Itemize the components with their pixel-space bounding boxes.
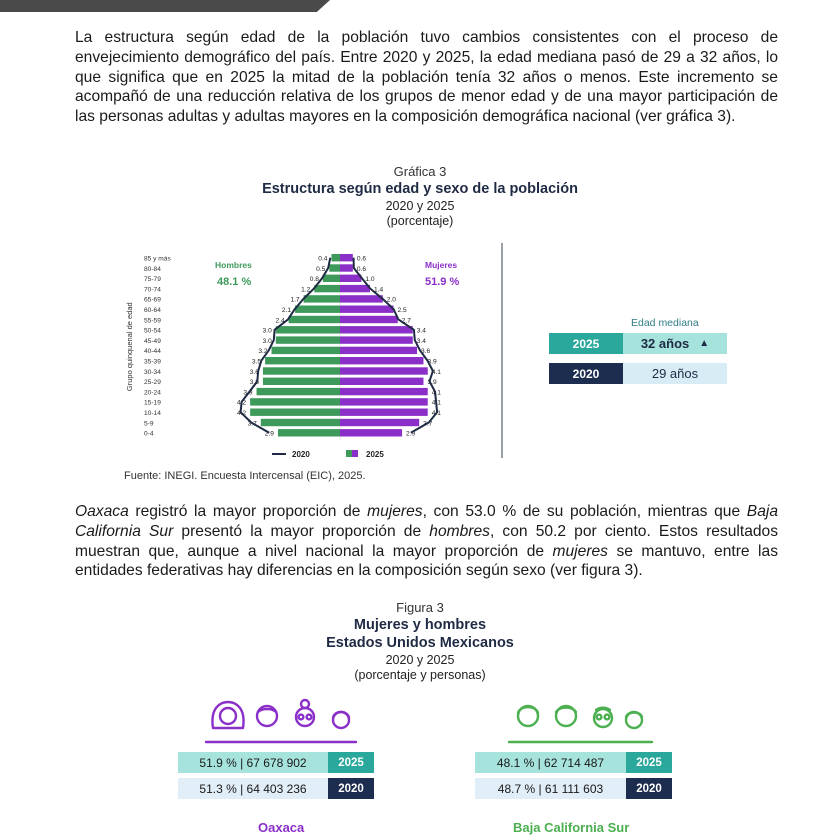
- tick-label-80-84: 80-84: [144, 265, 161, 273]
- men-year-2020: 2020: [626, 778, 672, 799]
- women-year-2020: 2020: [328, 778, 374, 799]
- data-label-men-65-69: 1.7: [290, 296, 300, 304]
- data-label-women-5-9: 3.7: [423, 420, 433, 428]
- median-year-2020: 2020: [549, 363, 623, 384]
- bar-men-25-29: [263, 378, 340, 385]
- bar-men-55-59: [289, 316, 340, 323]
- data-label-men-85 y más: 0.4: [318, 255, 328, 263]
- median-value-2025: [623, 333, 727, 354]
- median-row-2020: [549, 363, 727, 384]
- women-year-2025: 2025: [328, 752, 374, 773]
- tick-label-70-74: 70-74: [144, 286, 161, 294]
- bar-men-20-24: [257, 388, 340, 395]
- data-label-women-70-74: 1.4: [373, 286, 384, 294]
- data-label-women-65-69: 2.0: [386, 296, 396, 304]
- bar-women-35-39: [340, 357, 423, 364]
- header-bar: [0, 0, 330, 12]
- paragraph-2: [75, 502, 778, 581]
- bar-men-10-14: [250, 409, 340, 416]
- bar-women-5-9: [340, 419, 419, 426]
- data-label-women-60-64: 2.5: [397, 307, 407, 314]
- data-label-women-55-59: 2.7: [401, 317, 411, 325]
- data-label-women-20-24: 4.1: [431, 389, 441, 397]
- data-label-women-0-4: 2.9: [406, 430, 416, 438]
- text-run: , con 50.2 por ciento. Estos resultados muestran que, aunque a nivel nacional la mayor proporción de: [75, 522, 779, 560]
- tick-label-20-24: 20-24: [144, 389, 161, 397]
- data-label-men-55-59: 2.4: [275, 317, 285, 325]
- median-year-2025: 2025: [549, 333, 623, 354]
- series-label-men: Hombres: [215, 260, 252, 270]
- tick-label-40-44: 40-44: [144, 348, 161, 356]
- chart-title: Estructura según edad y sexo de la población: [262, 181, 578, 197]
- population-pyramid-chart: [122, 243, 462, 465]
- data-label-men-40-44: 3.2: [258, 348, 268, 356]
- women-row-2025: [178, 752, 374, 773]
- bar-men-75-79: [323, 275, 340, 282]
- tick-label-85 y más: 85 y más: [144, 255, 171, 263]
- bar-women-10-14: [340, 409, 428, 416]
- bar-men-60-64: [295, 306, 340, 313]
- men-group-icon: [509, 706, 652, 742]
- chart-label: Gráfica 3: [393, 164, 447, 179]
- bar-men-70-74: [314, 285, 340, 292]
- data-label-women-45-49: 3.4: [416, 337, 426, 345]
- bar-women-15-19: [340, 398, 428, 405]
- tick-label-75-79: 75-79: [144, 276, 161, 284]
- chart-unit: (porcentaje): [386, 214, 454, 228]
- bar-women-55-59: [340, 316, 398, 323]
- data-label-women-35-39: 3.9: [427, 358, 437, 366]
- figure-title-1: Mujeres y hombres: [353, 617, 487, 633]
- series-total-women: 51.9 %: [425, 276, 460, 288]
- data-label-women-75-79: 1.0: [365, 276, 375, 284]
- data-label-men-35-39: 3.5: [251, 358, 262, 366]
- bar-women-50-54: [340, 326, 413, 333]
- tick-label-65-69: 65-69: [144, 296, 161, 304]
- bar-women-25-29: [340, 378, 423, 385]
- figure-title-2: Estados Unidos Mexicanos: [326, 635, 514, 651]
- men-row-2020: [475, 778, 672, 799]
- bar-men-45-49: [276, 336, 340, 343]
- chart-years: 2020 y 2025: [385, 199, 455, 213]
- data-label-women-80-84: 0.6: [356, 265, 367, 273]
- up-arrow-icon: ▲: [699, 338, 710, 349]
- women-state-name: Oaxaca: [258, 820, 305, 835]
- tick-label-45-49: 45-49: [144, 337, 161, 345]
- chart-source: Fuente: INEGI. Encuesta Intercensal (EIC), 2025.: [124, 470, 366, 482]
- data-label-men-10-14: 4.2: [236, 410, 247, 417]
- men-stat-2020: 48.7 % | 61 111 603: [475, 778, 626, 799]
- figure-label: Figura 3: [396, 600, 444, 615]
- text-run: se mantuvo, entre las entidades federativas hay diferencias en la composición según sexo (ver figura 3).: [75, 542, 778, 580]
- bar-men-85 y más: [331, 254, 340, 261]
- legend-label-2025: 2025: [366, 450, 384, 459]
- bar-women-80-84: [340, 264, 353, 271]
- data-label-men-75-79: 0.8: [309, 276, 319, 284]
- data-label-men-20-24: 3.9: [243, 389, 253, 397]
- tick-label-25-29: 25-29: [144, 379, 161, 387]
- series-total-men: 48.1 %: [217, 276, 252, 288]
- bar-women-85 y más: [340, 254, 353, 261]
- median-value-2025-text: 32 años: [640, 336, 690, 351]
- bar-women-65-69: [340, 295, 383, 302]
- tick-label-60-64: 60-64: [144, 307, 161, 314]
- bar-men-50-54: [276, 326, 340, 333]
- text-run: registró la mayor proporción de: [128, 503, 368, 520]
- figure-unit: (porcentaje y personas): [354, 668, 486, 682]
- chart-divider: [501, 243, 503, 458]
- tick-label-15-19: 15-19: [144, 399, 161, 407]
- bar-men-40-44: [272, 347, 340, 354]
- outline-2020-men: [241, 255, 331, 433]
- bar-women-45-49: [340, 336, 413, 343]
- tick-label-5-9: 5-9: [144, 420, 154, 428]
- y-axis-label: Grupo quinquenal de edad: [125, 302, 134, 392]
- data-label-women-30-34: 4.1: [431, 368, 441, 376]
- data-label-women-50-54: 3.4: [416, 327, 426, 335]
- bar-men-35-39: [265, 357, 340, 364]
- bar-women-30-34: [340, 367, 428, 374]
- women-stat-2025: 51.9 % | 67 678 902: [178, 752, 328, 773]
- median-value-2020: 29 años: [623, 363, 727, 384]
- women-stat-2020: 51.3 % | 64 403 236: [178, 778, 328, 799]
- bar-men-15-19: [250, 398, 340, 405]
- men-year-2025: 2025: [626, 752, 672, 773]
- data-label-women-85 y más: 0.6: [356, 255, 367, 263]
- data-label-men-45-49: 3.0: [262, 337, 272, 345]
- legend-swatch-women: [352, 450, 358, 457]
- bar-women-40-44: [340, 347, 417, 354]
- italic-term: Baja California Sur: [75, 503, 779, 540]
- data-label-men-70-74: 1.2: [301, 286, 311, 294]
- bar-men-30-34: [263, 367, 340, 374]
- italic-term: Oaxaca: [75, 503, 129, 520]
- bar-men-0-4: [278, 429, 340, 436]
- data-label-men-15-19: 4.2: [236, 399, 247, 407]
- paragraph-1: La estructura según edad de la población tuvo cambios consistentes con el proceso de envejecimiento demográfico del país. Entre 2020 y 2025, la edad mediana pasó de 29 a 32 años, lo que significa que en 2025 la mitad de la población tenía 32 años o menos. Este incremento se acompañó de una reducción relativa de los grupos de menor edad y de una mayor participación de las personas adultas y adultas mayores en la composición demográfica nacional (ver gráfica 3).: [75, 29, 778, 126]
- bar-women-20-24: [340, 388, 428, 395]
- men-state-name: Baja California Sur: [513, 820, 630, 835]
- bar-men-5-9: [261, 419, 340, 426]
- data-label-women-15-19: 4.1: [431, 399, 441, 407]
- tick-label-35-39: 35-39: [144, 358, 161, 366]
- men-row-2025: [475, 752, 672, 773]
- data-label-men-5-9: 3.7: [247, 420, 257, 428]
- tick-label-30-34: 30-34: [144, 368, 161, 376]
- bar-men-65-69: [304, 295, 340, 302]
- data-label-men-60-64: 2.1: [281, 307, 292, 314]
- data-label-women-10-14: 4.1: [431, 410, 441, 417]
- legend-swatch-men: [346, 450, 352, 457]
- legend-label-2020: 2020: [292, 450, 310, 459]
- data-label-men-0-4: 2.9: [264, 430, 274, 438]
- median-row-2025: [549, 333, 727, 354]
- figure-icons: [0, 696, 840, 746]
- tick-label-50-54: 50-54: [144, 327, 161, 335]
- data-label-men-50-54: 3.0: [262, 327, 272, 335]
- women-group-icon: [206, 700, 356, 742]
- bar-women-75-79: [340, 275, 361, 282]
- bar-women-70-74: [340, 285, 370, 292]
- tick-label-10-14: 10-14: [144, 410, 161, 417]
- data-label-men-25-29: 3.6: [249, 379, 259, 387]
- data-label-women-40-44: 3.6: [421, 348, 431, 356]
- italic-term: hombres: [429, 522, 490, 540]
- data-label-men-80-84: 0.5: [316, 265, 326, 273]
- tick-label-55-59: 55-59: [144, 317, 161, 325]
- bar-women-0-4: [340, 429, 402, 436]
- text-run: presentó la mayor proporción de: [173, 522, 430, 540]
- text-run: , con 53.0 % de su población, mientras que: [422, 503, 747, 520]
- median-age-title: Edad mediana: [631, 317, 699, 329]
- italic-term: mujeres: [367, 503, 423, 520]
- tick-label-0-4: 0-4: [144, 430, 154, 438]
- bar-men-80-84: [329, 264, 340, 271]
- bar-women-60-64: [340, 306, 394, 313]
- data-label-women-25-29: 3.9: [427, 379, 437, 387]
- data-label-men-30-34: 3.6: [249, 368, 259, 376]
- women-row-2020: [178, 778, 374, 799]
- men-stat-2025: 48.1 % | 62 714 487: [475, 752, 626, 773]
- figure-years: 2020 y 2025: [385, 653, 455, 667]
- series-label-women: Mujeres: [425, 260, 458, 270]
- italic-term: mujeres: [552, 542, 608, 560]
